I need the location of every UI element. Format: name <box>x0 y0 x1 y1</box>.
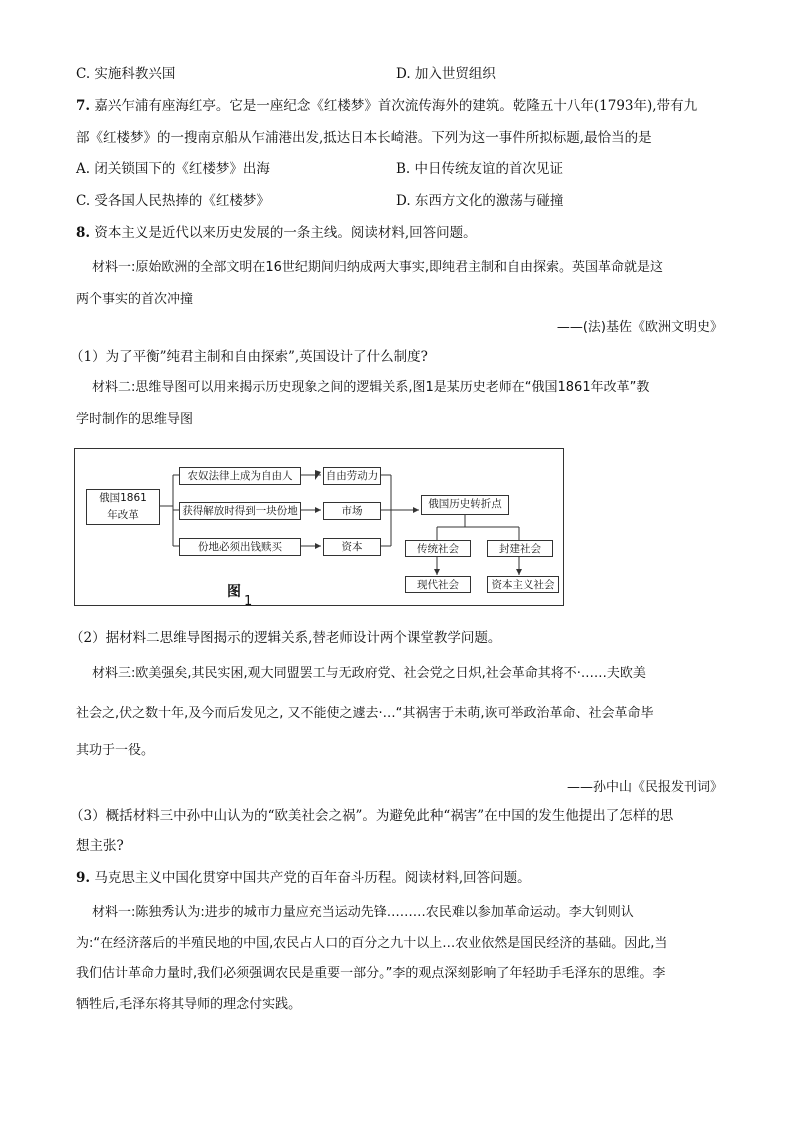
q9-material1-line1: 材料一:陈独秀认为:进步的城市力量应充当运动先锋………农民难以参加革命运动。李大钊则认 <box>92 905 634 920</box>
q7-option-a: A. 闭关锁国下的《红楼梦》出海 <box>76 161 270 177</box>
q8-question3-line2: 想主张? <box>76 838 124 854</box>
q7-option-c: C. 受各国人民热捧的《红楼梦》 <box>76 193 270 209</box>
q8-material3-line1: 材料三:欧美强矣,其民实困,观大同盟罢工与无政府党、社会党之日炽,社会革命其将不·……夫欧美 <box>92 666 646 681</box>
mind-map-branch-1: 农奴法律上成为自由人 <box>179 467 301 485</box>
q7-stem-text: 嘉兴乍浦有座海红亭。它是一座纪念《红楼梦》首次流传海外的建筑。乾隆五十八年(1793年),带有九 <box>90 98 698 114</box>
q6-option-d: D. 加入世贸组织 <box>396 66 496 82</box>
q6-option-c: C. 实施科教兴国 <box>76 66 176 82</box>
mind-map-branch-3: 份地必须出钱赎买 <box>179 538 301 556</box>
mind-map-result-1: 自由劳动力 <box>323 467 381 485</box>
mind-map-traditional-society: 传统社会 <box>405 540 471 557</box>
mind-map-capitalist-society: 资本主义社会 <box>487 576 559 593</box>
q9-material1-line4: 牺牲后,毛泽东将其导师的理念付实践。 <box>76 997 302 1012</box>
q8-number: 8. <box>76 225 91 241</box>
figure-caption-number: 1 <box>244 594 253 609</box>
figure-caption: 图 <box>227 584 241 600</box>
q7-option-b: B. 中日传统友谊的首次见证 <box>396 161 564 177</box>
q7-option-d: D. 东西方文化的激荡与碰撞 <box>396 193 564 209</box>
q8-question1: （1）为了平衡”纯君主制和自由探索”,英国设计了什么制度? <box>70 349 428 365</box>
mind-map-root-line1: 俄国1861 <box>99 492 147 504</box>
mind-map-result-2: 市场 <box>323 502 381 520</box>
q8-material3-line2: 社会之,伏之数十年,及今而后发见之, 又不能使之遽去·…“其祸害于未萌,诙可举政治革命、社会革命毕 <box>76 706 654 721</box>
q8-question3-line1: （3）概括材料三中孙中山认为的“欧美社会之祸”。为避免此种“祸害”在中国的发生他提出了怎样的思 <box>70 808 674 824</box>
q8-question2: （2）据材料二思维导图揭示的逻辑关系,替老师设计两个课堂教学问题。 <box>70 630 502 646</box>
q9-material1-line3: 我们估计革命力量时,我们必须强调农民是重要一部分。”李的观点深刻影响了年轻助手毛泽东的思维。李 <box>76 966 666 981</box>
q8-material1-line2: 两个事实的首次冲撞 <box>76 292 194 307</box>
mind-map-turning-point: 俄国历史转折点 <box>421 495 509 515</box>
q9-stem-text: 马克思主义中国化贯穿中国共产党的百年奋斗历程。阅读材料,回答问题。 <box>90 870 531 886</box>
q8-material3-line3: 其功于一役。 <box>76 743 155 758</box>
q9-stem <box>76 868 531 888</box>
mind-map-branch-2: 获得解放时得到一块份地 <box>179 502 301 520</box>
mind-map-modern-society: 现代社会 <box>405 576 471 593</box>
q7-stem-line2: 部《红楼梦》的一搜南京船从乍浦港出发,抵达日本长崎港。下列为这一事件所拟标题,最恰当的是 <box>76 130 652 146</box>
q8-material1-line1: 材料一:原始欧洲的全部文明在16世纪期间归纳成两大事实,即纯君主制和自由探索。英国革命就是这 <box>92 260 664 275</box>
mind-map-root-line2: 年改革 <box>107 509 139 521</box>
mind-map-figure <box>74 448 564 606</box>
mind-map-result-3: 资本 <box>323 538 381 556</box>
q8-stem-text: 资本主义是近代以来历史发展的一条主线。阅读材料,回答问题。 <box>90 225 477 241</box>
q8-material2-line1: 材料二:思维导图可以用来揭示历史现象之间的逻辑关系,图1是某历史老师在“俄国1861年改革”教 <box>92 380 650 395</box>
q9-material1-line2: 为:“在经济落后的半殖民地的中国,农民占人口的百分之九十以上…农业依然是国民经济的基础。因此,当 <box>76 936 668 951</box>
q7-stem-line1 <box>76 96 697 116</box>
mind-map-feudal-society: 封建社会 <box>487 540 553 557</box>
q7-number: 7. <box>76 98 91 114</box>
q8-material2-line2: 学时制作的思维导图 <box>76 412 194 427</box>
q9-number: 9. <box>76 870 91 886</box>
q8-material3-source: ——孙中山《民报发刊词》 <box>566 780 723 795</box>
q8-material1-source: ——(法)基佐《欧洲文明史》 <box>556 320 723 335</box>
q8-stem <box>76 223 477 243</box>
mind-map-root <box>86 489 160 525</box>
